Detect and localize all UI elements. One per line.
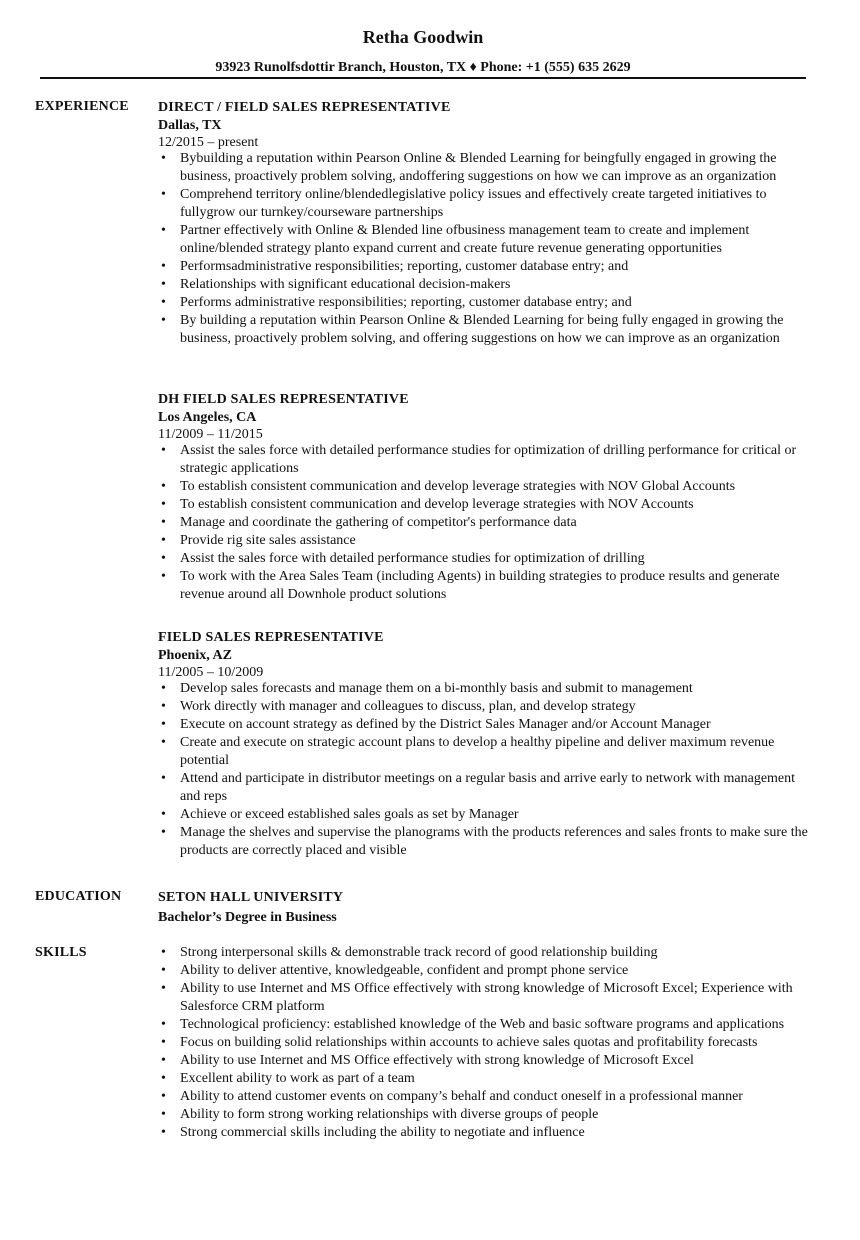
list-item: • Manage and coordinate the gathering of competitor's performance data (161, 515, 577, 530)
job-bullets (158, 680, 818, 860)
header-divider (40, 77, 806, 79)
education-school: SETON HALL UNIVERSITY (158, 890, 344, 905)
list-item: • Focus on building solid relationships within accounts to achieve sales quotas and profitability forecasts (161, 1035, 758, 1050)
list-item: • Technological proficiency: established knowledge of the Web and basic software programs and applications (161, 1017, 785, 1032)
experience-heading: EXPERIENCE (35, 99, 129, 114)
skills-heading: SKILLS (35, 945, 87, 960)
list-item: • To establish consistent communication and develop leverage strategies with NOV Accounts (161, 497, 694, 512)
list-item: • To establish consistent communication and develop leverage strategies with NOV Global Accounts (161, 479, 736, 494)
list-item: • Comprehend territory online/blendedlegislative policy issues and effectively create targeted initiatives to fullygrow our turnkey/courseware partnerships (161, 187, 767, 220)
job-1 (158, 99, 818, 348)
list-item: • Develop sales forecasts and manage them on a bi-monthly basis and submit to management (161, 681, 693, 696)
list-item: • Strong commercial skills including the ability to negotiate and influence (161, 1125, 585, 1140)
education-heading: EDUCATION (35, 889, 122, 904)
list-item: • Assist the sales force with detailed performance studies for optimization of drilling performance for critical or strategic applications (161, 443, 797, 476)
list-item: • Create and execute on strategic account plans to develop a healthy pipeline and deliver maximum revenue potential (161, 735, 775, 768)
list-item: • Attend and participate in distributor meetings on a regular basis and arrive early to network with management and reps (161, 771, 796, 804)
education-entry (158, 888, 818, 928)
list-item: • Strong interpersonal skills & demonstrable track record of good relationship building (161, 945, 658, 960)
list-item: • Relationships with significant educational decision-makers (161, 277, 511, 292)
list-item: • Performs administrative responsibilities; reporting, customer database entry; and (161, 295, 632, 310)
list-item: • Performsadministrative responsibilities; reporting, customer database entry; and (161, 259, 629, 274)
list-item: • Work directly with manager and colleagues to discuss, plan, and develop strategy (161, 699, 636, 714)
resume-name: Retha Goodwin (362, 27, 484, 47)
list-item: • To work with the Area Sales Team (including Agents) in building strategies to produce results and generate revenue around all Downhole product solutions (161, 569, 780, 602)
list-item: • Ability to form strong working relationships with diverse groups of people (161, 1107, 599, 1122)
education-degree: Bachelor’s Degree in Business (158, 910, 337, 925)
job-dates: 11/2005 – 10/2009 (158, 665, 264, 680)
list-item: • Ability to attend customer events on company’s behalf and conduct oneself in a professional manner (161, 1089, 743, 1104)
list-item: • By building a reputation within Pearson Online & Blended Learning for being fully engaged in growing the business, proactively problem solving, and offering suggestions on how we can improve as an organization (161, 313, 784, 346)
list-item: • Execute on account strategy as defined by the District Sales Manager and/or Account Manager (161, 717, 711, 732)
list-item: • Ability to use Internet and MS Office effectively with strong knowledge of Microsoft Excel; Experience with Salesforce CRM platform (161, 981, 793, 1014)
job-location: Phoenix, AZ (158, 648, 232, 663)
list-item: • Provide rig site sales assistance (161, 533, 356, 548)
job-dates: 12/2015 – present (158, 135, 259, 150)
job-location: Los Angeles, CA (158, 410, 257, 425)
job-title: DIRECT / FIELD SALES REPRESENTATIVE (158, 100, 451, 115)
job-bullets (158, 150, 818, 348)
job-bullets (158, 442, 818, 604)
skills-bullets (158, 944, 818, 1142)
list-item: • Ability to deliver attentive, knowledgeable, confident and prompt phone service (161, 963, 629, 978)
job-title: DH FIELD SALES REPRESENTATIVE (158, 392, 409, 407)
list-item: • Partner effectively with Online & Blended line ofbusiness management team to create and implement online/blended strategy planto expand current and create future revenue generating opportunities (161, 223, 750, 256)
list-item: • Manage the shelves and supervise the planograms with the products references and sales fronts to make sure the products are correctly placed and visible (161, 825, 808, 858)
list-item: • Bybuilding a reputation within Pearson Online & Blended Learning for beingfully engaged in growing the business, proactively problem solving, andoffering suggestions on how we can improve as an organization (161, 151, 777, 184)
skills-list (158, 944, 818, 1142)
list-item: • Achieve or exceed established sales goals as set by Manager (161, 807, 519, 822)
list-item: • Excellent ability to work as part of a team (161, 1071, 415, 1086)
job-location: Dallas, TX (158, 118, 222, 133)
list-item: • Assist the sales force with detailed performance studies for optimization of drilling (161, 551, 645, 566)
job-title: FIELD SALES REPRESENTATIVE (158, 630, 384, 645)
job-dates: 11/2009 – 11/2015 (158, 427, 263, 442)
job-3 (158, 629, 818, 860)
job-2 (158, 391, 818, 604)
list-item: • Ability to use Internet and MS Office effectively with strong knowledge of Microsoft Excel (161, 1053, 694, 1068)
resume-contact: 93923 Runolfsdottir Branch, Houston, TX ♦ Phone: +1 (555) 635 2629 (215, 60, 631, 75)
